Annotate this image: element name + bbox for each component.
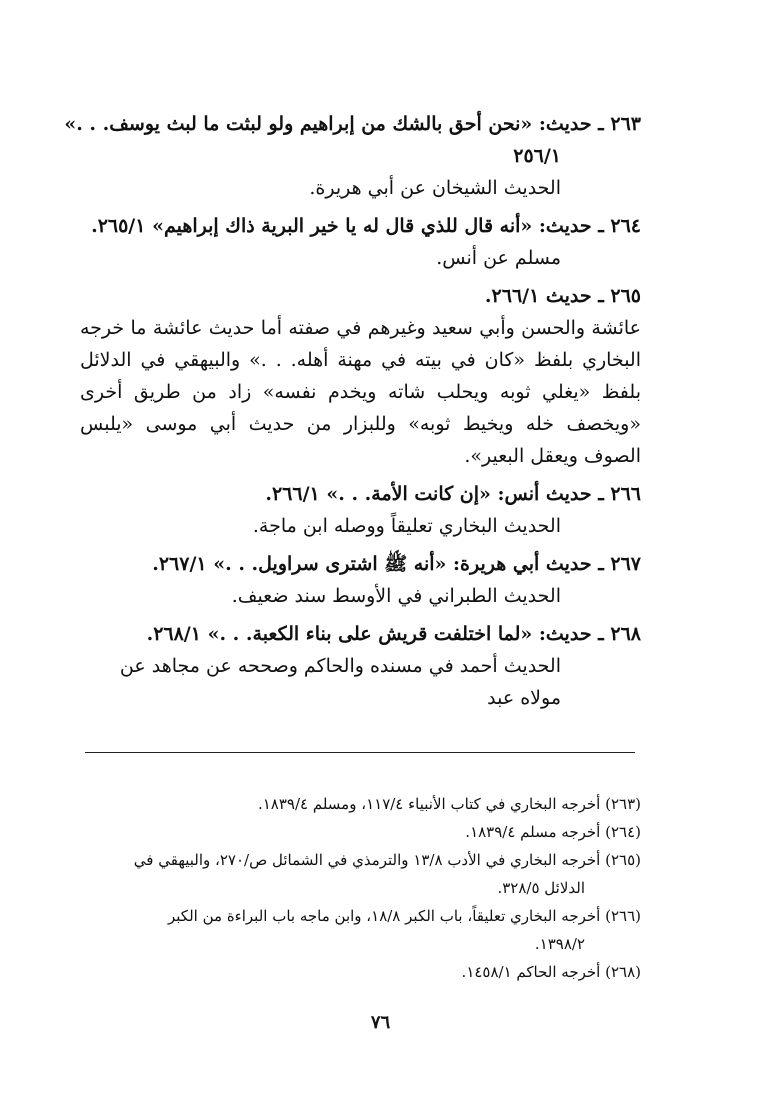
entry-heading: ٢٦٦ ـ حديث أنس: «إن كانت الأمة. . .» ٢٦٦/١.: [265, 483, 641, 505]
footnote-line: (٢٦٤) أخرجه مسلم ١٨٣٩/٤.: [465, 823, 641, 841]
footnote-divider: [85, 752, 635, 753]
footnote-265: [80, 846, 641, 902]
footnote-line: (٢٦٣) أخرجه البخاري في كتاب الأنبياء ١١٧/٤، ومسلم ١٨٣٩/٤.: [257, 795, 641, 813]
footnote-264: [80, 818, 641, 846]
footnote-266: [80, 902, 641, 958]
footnote-268: [80, 958, 641, 986]
entry-body: الحديث أحمد في مسنده والحاكم وصححه عن مجاهد عن مولاه عبد: [119, 655, 561, 709]
main-text: [64, 108, 641, 720]
page-number: ٧٦: [370, 1012, 391, 1033]
entry-heading: ٢٦٣ ـ حديث: «نحن أحق بالشك من إبراهيم ولو لبثت ما لبث يوسف. . .»: [64, 113, 641, 135]
entry-266: [80, 478, 641, 542]
entry-body: الحديث الشيخان عن أبي هريرة.: [309, 177, 561, 199]
entry-263: [64, 108, 641, 204]
entry-heading: ٢٦٧ ـ حديث أبي هريرة: «أنه ﷺ اشترى سراويل. . .» ٢٦٧/١.: [152, 553, 641, 575]
footnote-line-continued: الدلائل ٣٢٨/٥.: [497, 879, 585, 897]
entry-264: [80, 210, 641, 274]
entry-267: [80, 548, 641, 612]
entry-body: الحديث الطبراني في الأوسط سند ضعيف.: [231, 585, 561, 607]
entry-reference: ٢٥٦/١: [513, 145, 561, 167]
footnote-line: (٢٦٦) أخرجه البخاري تعليقاً، باب الكبر ١٨/٨، وابن ماجه باب البراءة من الكبر: [168, 907, 641, 925]
entry-body: مسلم عن أنس.: [436, 247, 561, 269]
entry-body: الحديث البخاري تعليقاً ووصله ابن ماجة.: [252, 515, 561, 537]
footnotes: [80, 790, 641, 986]
entry-heading: ٢٦٥ ـ حديث ٢٦٦/١.: [484, 285, 641, 307]
entry-268: [80, 618, 641, 714]
entry-heading: ٢٦٤ ـ حديث: «أنه قال للذي قال له يا خير البرية ذاك إبراهيم» ٢٦٥/١.: [91, 215, 641, 237]
footnote-263: [80, 790, 641, 818]
footnote-line: (٢٦٥) أخرجه البخاري في الأدب ١٣/٨ والترمذي في الشمائل ص/٢٧٠، والبيهقي في: [133, 851, 641, 869]
entry-heading: ٢٦٨ ـ حديث: «لما اختلفت قريش على بناء الكعبة. . .» ٢٦٨/١.: [146, 623, 641, 645]
footnote-line: (٢٦٨) أخرجه الحاكم ١٤٥٨/١.: [461, 963, 641, 981]
entry-265: [80, 280, 641, 472]
entry-body: عائشة والحسن وأبي سعيد وغيرهم في صفته أما حديث عائشة ما خرجه البخاري بلفظ «كان في بيته في مهنة أهله. . .» والبيهقي في الدلائل بلفظ «يغلي ثوبه ويحلب شاته ويخدم نفسه» زاد من طريق أخرى «ويخصف خله ويخيط ثوبه» وللبزار من حديث أبي موسى «يلبس الصوف ويعقل البعير».: [80, 317, 641, 467]
footnote-line-continued: ١٣٩٨/٢.: [534, 935, 585, 953]
